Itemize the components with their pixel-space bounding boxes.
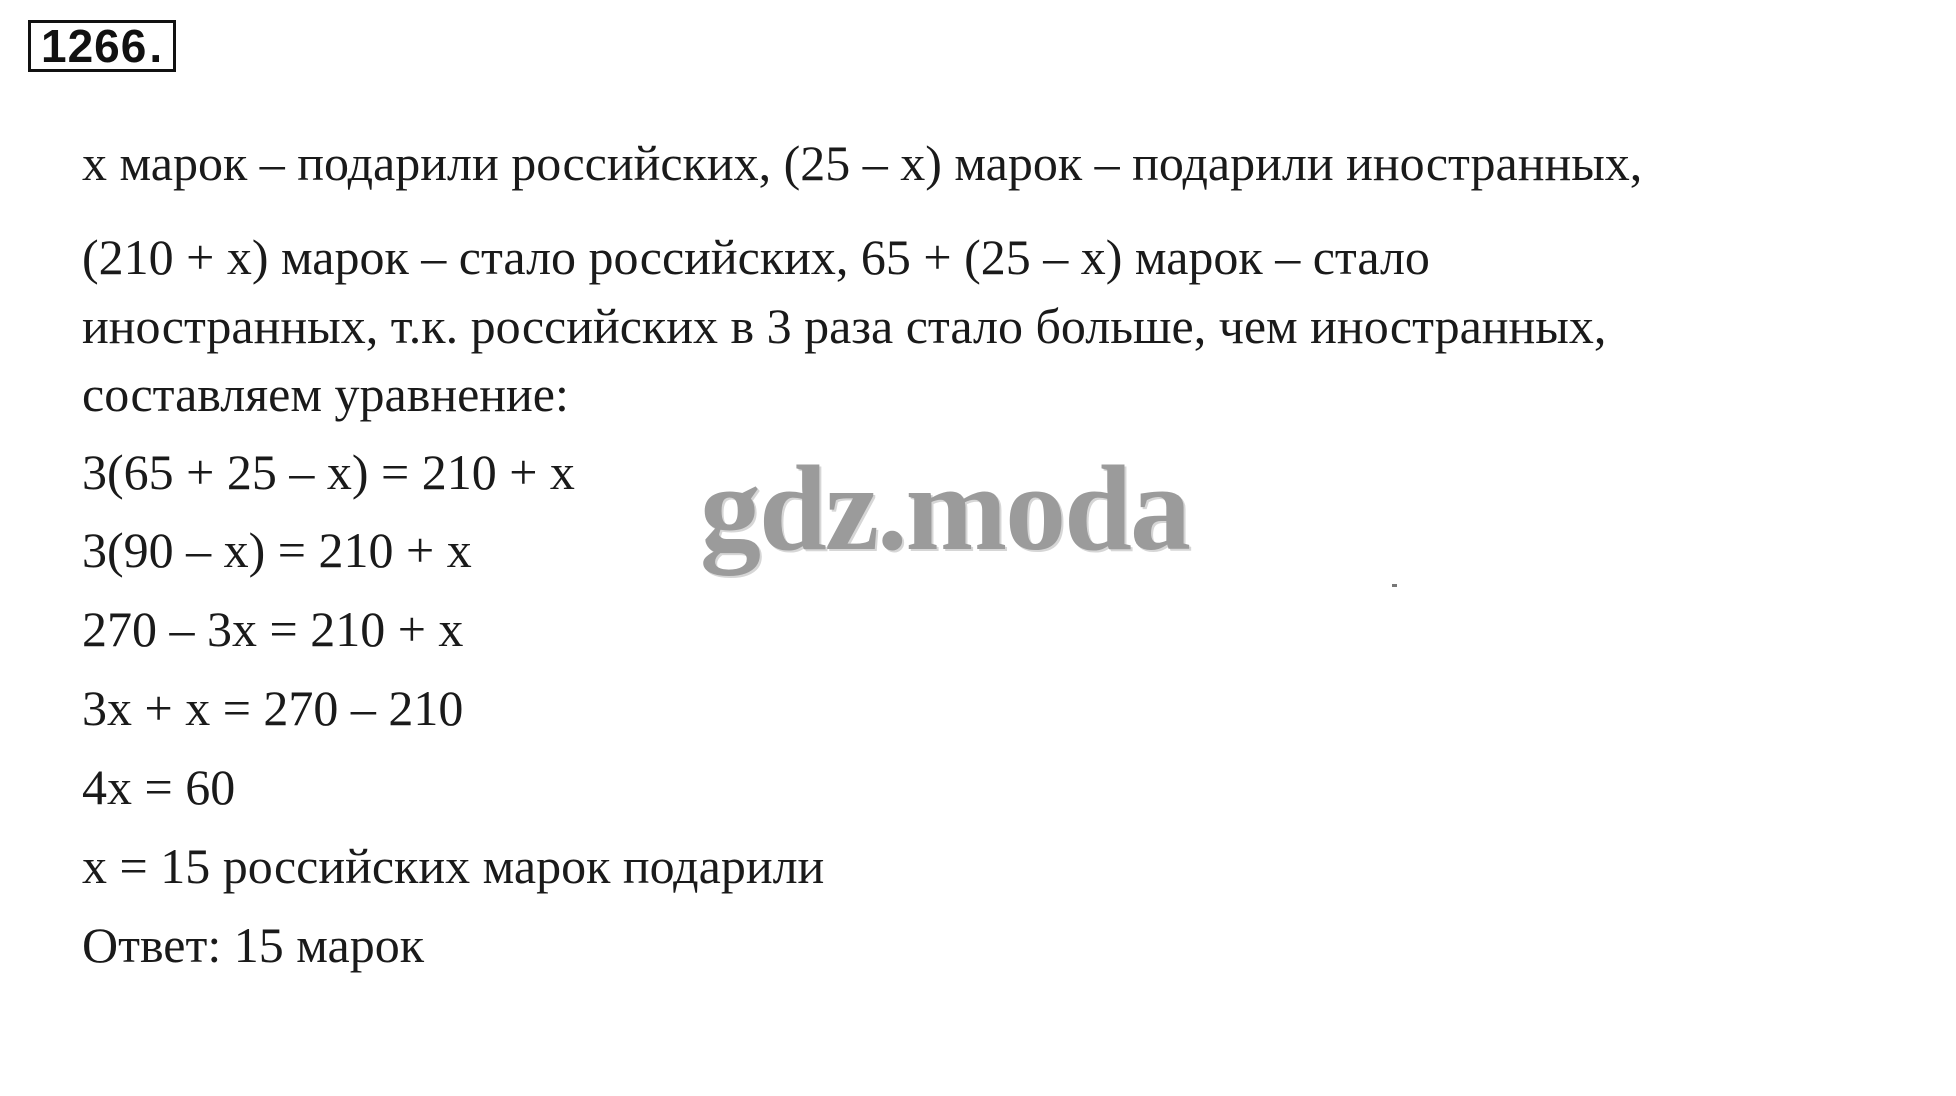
watermark-logo: gdz.moda [700, 441, 1189, 576]
equation-line: 4x = 60 [82, 759, 236, 815]
problem-number-box [28, 20, 176, 72]
answer-line: Ответ: 15 марок [82, 917, 424, 973]
equation-line: 3(65 + 25 – x) = 210 + x [82, 444, 575, 500]
equation-line: x = 15 российских марок подарили [82, 838, 825, 894]
problem-number-suffix: . [149, 20, 164, 72]
scan-speck [1392, 584, 1397, 587]
solution-text-line: (210 + x) марок – стало российских, 65 + (25 – x) марок – стало [82, 229, 1430, 285]
equation-line: 3x + x = 270 – 210 [82, 680, 464, 736]
equation-line: 270 – 3x = 210 + x [82, 601, 464, 657]
problem-number: 1266 [41, 20, 148, 72]
equation-line: 3(90 – x) = 210 + x [82, 522, 472, 578]
solution-text-line: x марок – подарили российских, (25 – x) марок – подарили иностранных, [82, 135, 1643, 191]
solution-text-line: составляем уравнение: [82, 366, 569, 422]
solution-text-line: иностранных, т.к. российских в 3 раза стало больше, чем иностранных, [82, 298, 1607, 354]
